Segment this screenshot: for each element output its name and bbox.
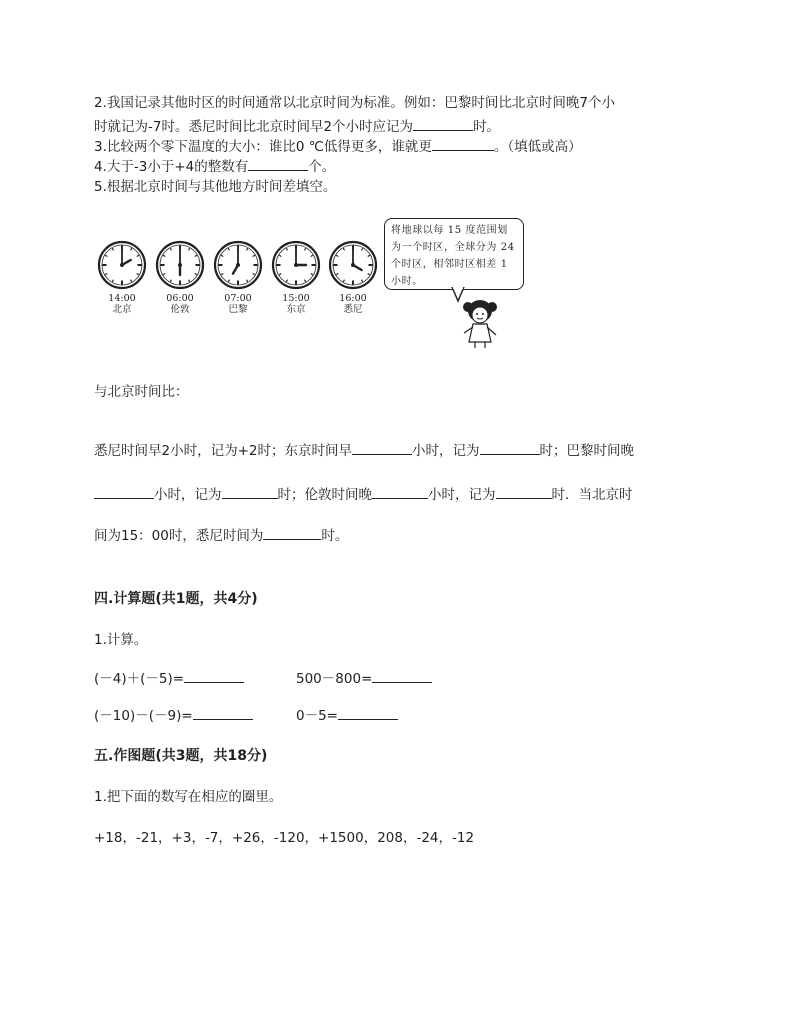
fill-text: 时；伦敦时间晚 [277,487,372,503]
q3-line [94,136,582,157]
clock-city-label: 北京 [112,304,132,315]
section5-title: 五.作图题(共3题，共18分) [94,748,268,764]
speech-bubble: 将地球以每 15 度范围划为一个时区，全球分为 24 个时区，相邻时区相差 1 小时。 [384,218,524,290]
clock-face-icon [271,240,321,290]
clock-face-icon [213,240,263,290]
answer-blank[interactable] [432,136,494,151]
expr-text: (－4)＋(－5)= [94,671,185,687]
compare-title: 与北京时间比： [94,384,189,400]
clock-city-label: 伦敦 [170,304,190,315]
section4-title: 四.计算题(共1题，共4分) [94,591,258,607]
answer-blank[interactable] [184,668,244,683]
q3-text-b: 。（填低或高） [493,139,582,155]
q2-line2 [94,116,500,137]
section4-q1: 1.计算。 [94,632,148,648]
q2-text-b: 时。 [473,119,501,135]
clock-time-label: 06:00 [166,293,194,304]
fill-text: 小时，记为 [154,487,222,503]
girl-illustration [440,287,500,349]
expr-2 [296,668,432,689]
clock-city-label: 悉尼 [343,304,363,315]
answer-blank[interactable] [94,484,154,499]
q4-line [94,156,335,177]
number-list: +18，-21，+3，-7，+26，-120，+1500，208，-24，-12 [94,830,475,846]
fill-text: 悉尼时间早2小时，记为+2时；东京时间早 [94,443,352,459]
expr-4 [296,705,398,726]
fill-text: 时；巴黎时间晚 [539,443,634,459]
clock-1 [155,240,205,315]
fill-text: 时．当北京时 [551,487,633,503]
clock-time-label: 15:00 [282,293,310,304]
answer-blank[interactable] [263,525,321,540]
clock-face-icon [155,240,205,290]
clock-face-icon [97,240,147,290]
clock-3 [271,240,321,315]
clock-0 [97,240,147,315]
clock-city-label: 东京 [286,304,306,315]
answer-blank[interactable] [413,116,473,131]
answer-blank[interactable] [222,484,278,499]
fill-text: 时。 [321,528,349,544]
q2-text-a: 时就记为-7时。悉尼时间比北京时间早2个小时应记为 [94,119,414,135]
fill-text: 间为15：00时，悉尼时间为 [94,528,264,544]
answer-blank[interactable] [480,440,540,455]
clock-time-label: 16:00 [339,293,367,304]
answer-blank[interactable] [352,440,412,455]
answer-blank[interactable] [372,668,432,683]
clock-face-icon [328,240,378,290]
clock-4 [328,240,378,315]
answer-blank[interactable] [193,705,253,720]
fill-line2 [94,484,633,505]
expr-text: 500－800= [296,671,373,687]
expr-text: 0－5= [296,708,338,724]
q4-text-b: 个。 [308,159,336,175]
expr-text: (－10)－(－9)= [94,708,193,724]
answer-blank[interactable] [496,484,552,499]
expr-1 [94,668,244,689]
clock-time-label: 07:00 [224,293,252,304]
expr-3 [94,705,253,726]
clock-2 [213,240,263,315]
fill-line3 [94,525,348,546]
clock-city-label: 巴黎 [228,304,248,315]
section5-q1: 1.把下面的数写在相应的圈里。 [94,789,283,805]
q3-text-a: 3.比较两个零下温度的大小：谁比0 ℃低得更多，谁就更 [94,139,432,155]
clock-time-label: 14:00 [108,293,136,304]
fill-line1 [94,440,634,461]
fill-text: 小时，记为 [428,487,496,503]
fill-text: 小时，记为 [412,443,480,459]
q5-line: 5.根据北京时间与其他地方时间差填空。 [94,179,337,195]
q2-line1: 2.我国记录其他时区的时间通常以北京时间为标准。例如：巴黎时间比北京时间晚7个小 [94,95,615,111]
answer-blank[interactable] [372,484,428,499]
answer-blank[interactable] [248,156,308,171]
q4-text-a: 4.大于-3小于+4的整数有 [94,159,249,175]
answer-blank[interactable] [338,705,398,720]
